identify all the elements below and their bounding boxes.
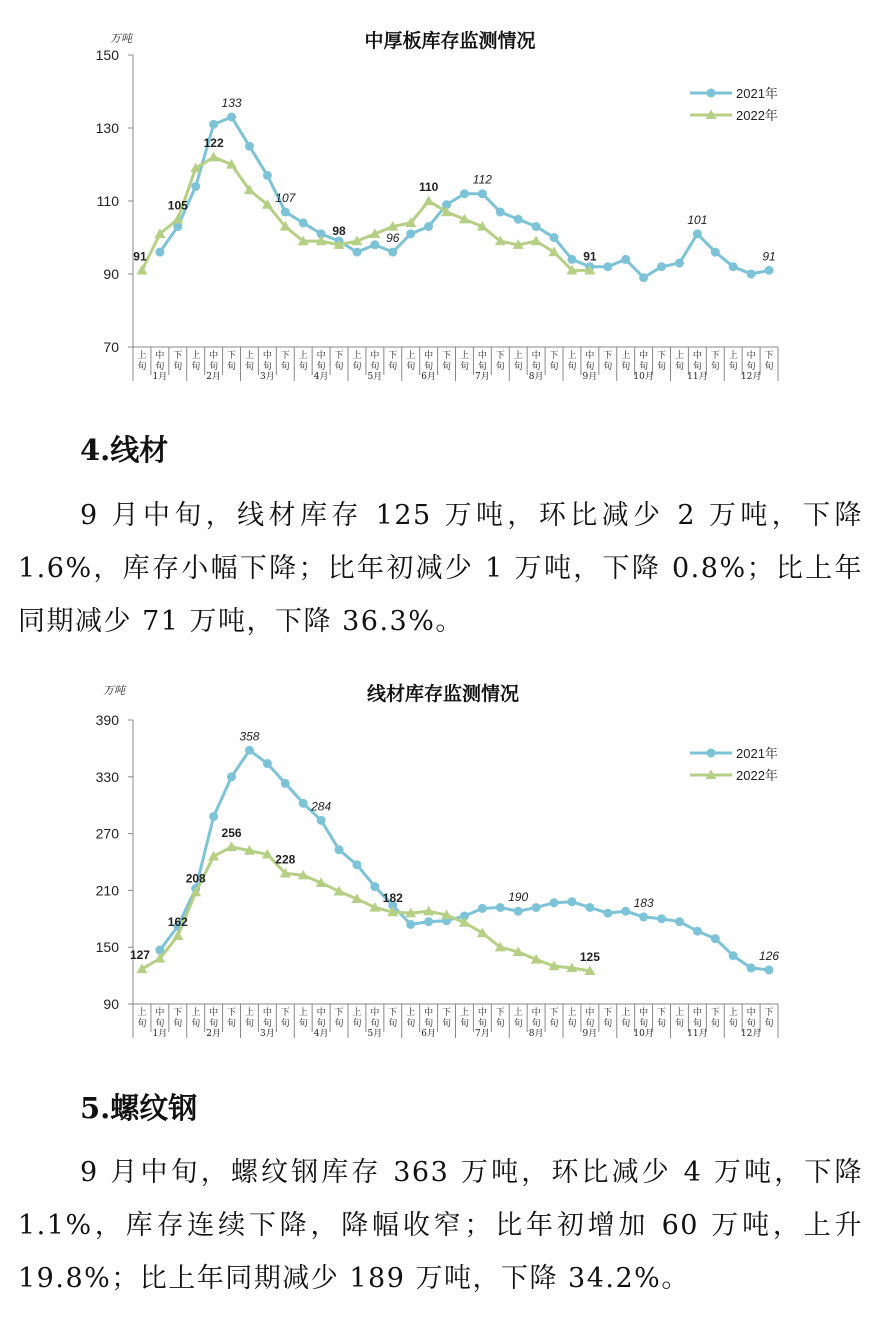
chart-plate-inventory [0,0,875,405]
month-label: 12月 [740,1029,762,1039]
data-point-2021 [227,772,236,781]
period-label-char2: 旬 [746,1019,756,1029]
period-label-char2: 旬 [639,1019,649,1029]
series-line-2021 [160,750,769,970]
period-label-char2: 旬 [674,1019,684,1029]
period-label-char1: 下 [549,351,559,361]
data-point-2021 [388,248,397,257]
month-label: 6月 [421,372,436,382]
chart-wire-rod-inventory [0,672,875,1062]
data-point-2021 [424,222,433,231]
period-label-char2: 旬 [657,1019,667,1029]
data-point-2021 [550,898,559,907]
period-label-char2: 旬 [459,1019,469,1029]
month-label: 10月 [633,1029,654,1039]
period-label-char1: 上 [298,1008,308,1018]
period-label-char2: 旬 [639,362,649,372]
period-label-char2: 旬 [370,362,380,372]
data-point-2021 [675,917,684,926]
period-label-char2: 旬 [710,362,720,372]
data-label: 91 [583,249,597,264]
data-point-2021 [729,951,738,960]
period-label-char2: 旬 [227,1019,237,1029]
month-label: 2月 [206,1029,221,1039]
data-point-2021 [460,189,469,198]
data-label: 91 [762,249,776,264]
period-label-char2: 旬 [746,362,756,372]
legend-label: 2021年 [736,86,778,101]
period-label-char2: 旬 [316,362,326,372]
data-label: 122 [203,136,224,151]
period-label-char2: 旬 [513,362,523,372]
period-label-char2: 旬 [764,362,774,372]
period-label-char1: 中 [424,1008,434,1018]
data-point-2021 [693,927,702,936]
y-tick-label: 390 [95,712,119,728]
y-tick-label: 150 [95,939,119,956]
period-label-char1: 上 [674,351,684,361]
plate-inventory-chart [0,0,875,405]
month-label: 2月 [206,372,221,382]
period-label-char1: 中 [585,1008,595,1018]
period-label-char2: 旬 [549,1019,559,1029]
data-point-2021 [532,903,541,912]
data-point-2021 [567,255,576,264]
period-label-char2: 旬 [334,1019,344,1029]
period-label-char1: 下 [442,1008,452,1018]
period-label-char1: 中 [155,351,165,361]
period-label-char1: 上 [513,1008,523,1018]
period-label-char1: 中 [746,1008,756,1018]
period-label-char2: 旬 [513,1019,523,1029]
data-point-2021 [496,903,505,912]
period-label-char1: 上 [459,351,469,361]
data-point-2021 [550,233,559,242]
period-label-char2: 旬 [280,362,290,372]
period-label-char1: 中 [209,1008,219,1018]
period-label-char2: 旬 [316,1019,326,1029]
month-label: 10月 [633,372,654,382]
data-point-2021 [317,816,326,825]
data-point-2021 [639,273,648,282]
data-point-2021 [747,964,756,973]
period-label-char1: 中 [477,351,487,361]
month-label: 5月 [367,372,383,382]
period-label-char2: 旬 [388,362,398,372]
period-label-char1: 中 [424,351,434,361]
period-label-char2: 旬 [244,1019,254,1029]
period-label-char1: 中 [639,351,649,361]
period-label-char2: 旬 [603,362,613,372]
period-label-char2: 旬 [298,1019,308,1029]
period-label-char1: 下 [280,1008,290,1018]
data-point-2021 [478,189,487,198]
legend-label: 2022年 [736,108,778,123]
data-point-2021 [191,182,200,191]
data-point-2022 [423,196,434,206]
period-label-char2: 旬 [244,362,254,372]
data-label: 101 [687,212,708,227]
month-label: 9月 [582,1029,598,1039]
data-point-2021 [299,799,308,808]
data-point-2021 [245,746,254,755]
period-label-char2: 旬 [495,362,505,372]
wire-rod-inventory-chart [0,672,875,1062]
month-label: 8月 [528,372,544,382]
period-label-char2: 旬 [531,1019,541,1029]
period-label-char1: 上 [191,351,201,361]
period-label-char2: 旬 [531,362,541,372]
period-label-char2: 旬 [155,1019,165,1029]
period-label-char1: 中 [370,1008,380,1018]
data-label: 256 [221,825,242,840]
data-point-2021 [209,812,218,821]
data-label: 190 [508,890,529,905]
period-label-char2: 旬 [442,362,452,372]
period-label-char1: 上 [567,351,577,361]
period-label-char1: 中 [209,351,219,361]
period-label-char1: 下 [603,1008,613,1018]
period-label-char2: 旬 [764,1019,774,1029]
data-point-2021 [155,248,164,257]
data-point-2021 [370,882,379,891]
month-label: 11月 [687,372,708,382]
period-label-char1: 中 [262,351,272,361]
data-point-2021 [711,248,720,257]
y-tick-label: 90 [103,996,119,1012]
period-label-char1: 下 [657,351,667,361]
period-label-char2: 旬 [692,362,702,372]
data-label: 208 [185,871,206,886]
period-label-char2: 旬 [262,362,272,372]
period-label-char1: 下 [173,1008,183,1018]
period-label-char2: 旬 [567,362,577,372]
data-label: 96 [386,231,400,246]
period-label-char1: 下 [334,351,344,361]
data-point-2021 [496,207,505,216]
y-tick-label: 130 [95,120,119,136]
period-label-char2: 旬 [352,1019,362,1029]
data-label: 228 [275,852,296,867]
period-label-char1: 中 [585,351,595,361]
data-label: 110 [418,180,439,194]
data-label: 162 [167,914,188,929]
data-point-2021 [424,917,433,926]
period-label-char2: 旬 [710,1019,720,1029]
data-label: 127 [129,947,150,962]
y-tick-label: 270 [95,825,119,842]
month-label: 3月 [260,1029,275,1039]
chart-title: 线材库存监测情况 [366,683,520,705]
data-point-2021 [639,912,648,921]
period-label-char1: 下 [442,351,452,361]
period-label-char1: 下 [334,1008,344,1018]
period-label-char2: 旬 [388,1019,398,1029]
month-label: 7月 [475,1029,490,1039]
data-label: 91 [133,249,147,264]
period-label-char1: 上 [191,1008,201,1018]
period-label-char2: 旬 [191,362,201,372]
month-label: 9月 [582,372,598,382]
y-tick-label: 70 [103,339,119,355]
period-label-char1: 上 [244,1008,254,1018]
period-label-char2: 旬 [477,362,487,372]
data-point-2021 [693,229,702,238]
period-label-char1: 上 [352,351,362,361]
period-label-char1: 中 [639,1008,649,1018]
data-point-2021 [281,779,290,788]
y-axis-unit: 万吨 [110,32,132,45]
month-label: 11月 [687,1029,708,1039]
legend-marker [707,749,716,758]
data-point-2021 [585,903,594,912]
period-label-char2: 旬 [692,1019,702,1029]
period-label-char2: 旬 [603,1019,613,1029]
data-point-2021 [370,240,379,249]
data-label: 133 [221,96,242,111]
section-heading-rebar: 5.螺纹钢 [80,1091,198,1125]
period-label-char1: 上 [352,1008,362,1018]
data-point-2021 [263,759,272,768]
month-label: 1月 [152,372,168,382]
y-tick-label: 210 [95,882,119,899]
period-label-char1: 下 [227,1008,237,1018]
legend-label: 2022年 [736,768,778,783]
period-label-char2: 旬 [424,362,434,372]
period-label-char1: 下 [495,1008,505,1018]
data-point-2021 [478,904,487,913]
period-label-char2: 旬 [657,362,667,372]
data-point-2021 [747,270,756,279]
data-point-2021 [567,897,576,906]
data-point-2021 [514,907,523,916]
data-point-2021 [406,229,415,238]
section-paragraph-wire-rod: 9 月中旬，线材库存 125 万吨，环比减少 2 万吨，下降 1.6%，库存小幅下降；比年初减少 1 万吨，下降 0.8%；比上年同期减少 71 万吨，下降 36.3%。 [18,500,863,637]
data-point-2021 [263,171,272,180]
period-label-char1: 下 [227,351,237,361]
period-label-char1: 下 [657,1008,667,1018]
period-label-char2: 旬 [585,362,595,372]
period-label-char1: 下 [764,351,774,361]
data-label: 107 [275,190,296,205]
section-paragraph-rebar: 9 月中旬，螺纹钢库存 363 万吨，环比减少 4 万吨，下降 1.1%，库存连续下降，降幅收窄；比年初增加 60 万吨，上升 19.8%；比上年同期减少 189 万吨，下降 34.2%。 [18,1157,863,1294]
data-point-2022 [208,152,219,162]
period-label-char1: 中 [692,1008,702,1018]
month-label: 8月 [528,1029,544,1039]
data-label: 183 [633,895,654,910]
chart-title: 中厚板库存监测情况 [364,30,536,52]
period-label-char1: 中 [155,1008,165,1018]
data-point-2021 [603,262,612,271]
y-tick-label: 110 [96,193,119,209]
period-label-char2: 旬 [406,362,416,372]
period-label-char1: 上 [621,351,631,361]
period-label-char2: 旬 [227,362,237,372]
period-label-char1: 下 [173,351,183,361]
period-label-char2: 旬 [424,1019,434,1029]
y-tick-label: 150 [95,47,119,63]
data-point-2021 [621,255,630,264]
month-label: 4月 [313,1029,329,1039]
period-label-char2: 旬 [495,1019,505,1029]
period-label-char2: 旬 [549,362,559,372]
period-label-char2: 旬 [728,1019,738,1029]
period-label-char1: 中 [531,351,541,361]
period-label-char1: 上 [621,1008,631,1018]
month-label: 6月 [421,1029,436,1039]
period-label-char1: 下 [495,351,505,361]
data-point-2021 [227,113,236,122]
period-label-char1: 上 [567,1008,577,1018]
period-label-char2: 旬 [728,362,738,372]
data-point-2021 [352,248,361,257]
period-label-char1: 中 [692,351,702,361]
y-axis-unit: 万吨 [103,684,125,697]
period-label-char2: 旬 [173,1019,183,1029]
period-label-char1: 中 [477,1008,487,1018]
data-point-2021 [711,934,720,943]
data-label: 98 [332,223,346,238]
data-label: 105 [167,198,188,213]
period-label-char1: 中 [370,351,380,361]
period-label-char1: 下 [710,351,720,361]
month-label: 1月 [152,1029,168,1039]
data-point-2021 [352,860,361,869]
period-label-char1: 中 [531,1008,541,1018]
period-label-char1: 下 [710,1008,720,1018]
period-label-char2: 旬 [209,362,219,372]
month-label: 3月 [260,372,275,382]
period-label-char2: 旬 [585,1019,595,1029]
data-point-2021 [514,215,523,224]
data-label: 182 [382,891,403,906]
data-point-2022 [136,265,147,275]
month-label: 5月 [367,1029,383,1039]
period-label-char2: 旬 [370,1019,380,1029]
period-label-char2: 旬 [173,362,183,372]
period-label-char2: 旬 [442,1019,452,1029]
period-label-char1: 下 [603,351,613,361]
period-label-char2: 旬 [280,1019,290,1029]
period-label-char2: 旬 [137,1019,147,1029]
data-point-2021 [299,218,308,227]
period-label-char1: 下 [764,1008,774,1018]
period-label-char1: 下 [388,351,398,361]
period-label-char1: 上 [728,1008,738,1018]
data-point-2021 [245,142,254,151]
data-point-2021 [406,920,415,929]
legend-label: 2021年 [736,746,778,761]
data-point-2021 [209,120,218,129]
period-label-char2: 旬 [567,1019,577,1029]
period-label-char2: 旬 [191,1019,201,1029]
period-label-char2: 旬 [334,362,344,372]
period-label-char2: 旬 [137,362,147,372]
period-label-char2: 旬 [477,1019,487,1029]
section-heading-wire-rod: 4.线材 [80,433,169,467]
data-point-2021 [335,845,344,854]
data-point-2021 [657,262,666,271]
period-label-char1: 上 [459,1008,469,1018]
period-label-char1: 中 [262,1008,272,1018]
data-point-2021 [675,259,684,268]
y-tick-label: 330 [95,768,119,785]
period-label-char2: 旬 [674,362,684,372]
period-label-char1: 上 [298,351,308,361]
data-label: 126 [759,948,780,963]
period-label-char1: 下 [549,1008,559,1018]
data-label: 358 [239,729,260,744]
data-label: 284 [311,799,332,814]
period-label-char2: 旬 [352,362,362,372]
month-label: 4月 [313,372,329,382]
data-point-2021 [603,909,612,918]
period-label-char1: 中 [746,351,756,361]
data-label: 125 [579,949,600,964]
period-label-char2: 旬 [262,1019,272,1029]
period-label-char1: 上 [674,1008,684,1018]
month-label: 12月 [740,372,762,382]
period-label-char2: 旬 [209,1019,219,1029]
data-point-2021 [765,266,774,275]
period-label-char1: 上 [137,351,147,361]
period-label-char2: 旬 [406,1019,416,1029]
period-label-char2: 旬 [621,1019,631,1029]
legend-marker [707,89,716,98]
data-label: 112 [472,172,492,187]
period-label-char1: 上 [244,351,254,361]
period-label-char2: 旬 [459,362,469,372]
period-label-char1: 上 [513,351,523,361]
data-point-2021 [281,207,290,216]
data-point-2021 [532,222,541,231]
y-tick-label: 90 [103,266,119,282]
period-label-char1: 上 [406,351,416,361]
period-label-char1: 下 [280,351,290,361]
period-label-char2: 旬 [621,362,631,372]
period-label-char1: 中 [316,351,326,361]
period-label-char2: 旬 [298,362,308,372]
period-label-char1: 中 [316,1008,326,1018]
data-point-2021 [621,907,630,916]
period-label-char1: 上 [137,1008,147,1018]
period-label-char1: 上 [406,1008,416,1018]
period-label-char1: 下 [388,1008,398,1018]
period-label-char2: 旬 [155,362,165,372]
period-label-char1: 上 [728,351,738,361]
data-point-2021 [657,914,666,923]
data-point-2021 [765,965,774,974]
month-label: 7月 [475,372,490,382]
data-point-2021 [729,262,738,271]
series-line-2022 [142,157,590,270]
